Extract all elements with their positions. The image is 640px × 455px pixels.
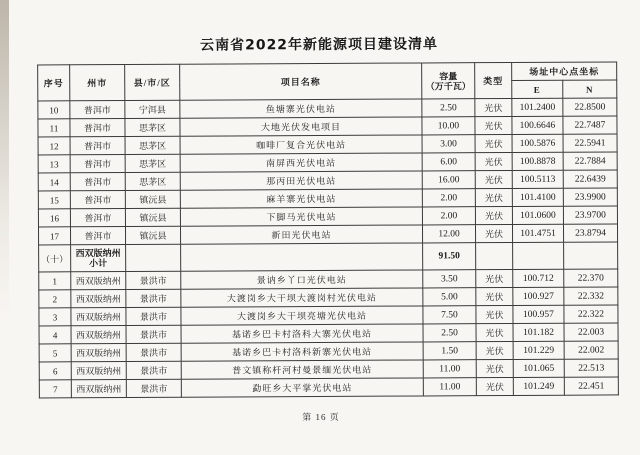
cell-no: 11 (38, 119, 70, 137)
cell-type: 光伏 (476, 359, 513, 377)
cell-city: 普洱市 (70, 173, 125, 191)
cell-county: 镇沅县 (125, 190, 180, 208)
cell-name: 鱼塘寨光伏电站 (180, 99, 422, 118)
cell-type: 光伏 (475, 98, 512, 116)
cell-city: 普洱市 (70, 227, 125, 245)
col-header-no: 序号 (38, 65, 70, 101)
cell-city: 普洱市 (70, 137, 125, 155)
col-header-type: 类型 (475, 62, 512, 98)
cell-n: 22.003 (564, 323, 618, 341)
table-body (38, 98, 619, 398)
cell-n: 23.9700 (563, 206, 617, 224)
cell-e: 101.4751 (512, 224, 563, 242)
col-header-county: 县/市/区 (125, 64, 180, 100)
cell-name: 大渡岗乡大干坝亮塘光伏电站 (181, 306, 423, 325)
cell-county: 镇沅县 (125, 208, 180, 226)
cell-name: 大地光伏发电项目 (180, 117, 422, 136)
cell-type: 光伏 (476, 377, 513, 395)
cell-city: 西双版纳州 (71, 344, 126, 362)
cell-n: 23.9900 (563, 188, 617, 206)
cell-e: 100.712 (513, 269, 564, 287)
cell-no: 13 (38, 155, 70, 173)
cell-capacity: 11.00 (423, 378, 476, 396)
cell-type: 光伏 (475, 188, 512, 206)
cell-county: 景洪市 (126, 379, 181, 397)
cell-capacity: 6.00 (422, 153, 475, 171)
cell-e: 100.5876 (512, 134, 563, 152)
cell-county: 思茅区 (125, 172, 180, 190)
cell-type: 光伏 (475, 224, 512, 242)
cell-capacity: 91.50 (423, 243, 476, 270)
cell-type: 光伏 (476, 269, 513, 287)
cell-e: 101.4100 (512, 188, 563, 206)
cell-e: 100.6646 (512, 116, 563, 134)
cell-type (476, 242, 513, 269)
cell-city: 西双版纳州 (71, 272, 126, 290)
cell-county: 宁洱县 (125, 100, 180, 118)
cell-n: 22.8500 (563, 98, 617, 116)
col-header-capacity: 容量 （万千瓦） (422, 63, 475, 99)
cell-e: 101.249 (513, 377, 564, 395)
cell-name (181, 243, 423, 271)
col-header-city: 州市 (70, 65, 125, 101)
cell-name: 普文镇称杆河村曼景缅光伏电站 (181, 360, 423, 379)
cell-capacity: 11.00 (423, 360, 476, 378)
cell-city: 普洱市 (70, 191, 125, 209)
cell-county: 景洪市 (126, 307, 181, 325)
cell-name: 勐旺乡大平掌光伏电站 (181, 378, 423, 397)
col-header-coords: 场址中心点坐标 (512, 62, 617, 81)
cell-no: 14 (38, 173, 70, 191)
cell-n: 23.8794 (563, 224, 617, 242)
cell-no: 1 (39, 272, 71, 290)
cell-no: 4 (39, 326, 71, 344)
col-header-name: 项目名称 (180, 63, 422, 100)
cell-type: 光伏 (475, 206, 512, 224)
cell-no: 16 (38, 209, 70, 227)
cell-county: 思茅区 (125, 118, 180, 136)
cell-county (126, 244, 181, 271)
table-header (38, 62, 617, 101)
cell-e: 101.182 (513, 323, 564, 341)
cell-city: 普洱市 (70, 119, 125, 137)
cell-county: 景洪市 (126, 289, 181, 307)
cell-type: 光伏 (475, 116, 512, 134)
cell-capacity: 16.00 (422, 171, 475, 189)
cell-type: 光伏 (476, 323, 513, 341)
cell-city: 西双版纳州 (71, 380, 126, 398)
cell-no: 7 (39, 380, 71, 398)
cell-name: 基诺乡巴卡村洛科新寨光伏电站 (181, 342, 423, 361)
cell-county: 思茅区 (125, 154, 180, 172)
cell-e: 101.065 (513, 359, 564, 377)
cell-city: 普洱市 (70, 209, 125, 227)
project-table (37, 61, 619, 398)
cell-capacity: 3.50 (423, 270, 476, 288)
cell-county: 景洪市 (126, 343, 181, 361)
cell-type: 光伏 (476, 305, 513, 323)
cell-type: 光伏 (476, 287, 513, 305)
cell-type: 光伏 (475, 152, 512, 170)
cell-n: 22.002 (564, 341, 618, 359)
cell-name: 咖啡厂复合光伏电站 (180, 135, 422, 154)
cell-name: 下脚马光伏电站 (180, 207, 422, 226)
cell-county: 景洪市 (126, 271, 181, 289)
cell-city: 西双版纳州 (71, 290, 126, 308)
cell-e: 100.8878 (512, 152, 563, 170)
page-number: 第 16 页 (302, 411, 340, 423)
cell-no: 6 (39, 362, 71, 380)
cell-no: 15 (38, 191, 70, 209)
cell-no: 5 (39, 344, 71, 362)
cell-capacity: 2.50 (422, 99, 475, 117)
cell-e: 100.5113 (512, 170, 563, 188)
col-header-e: E (512, 80, 563, 98)
cell-name: 景讷乡丫口光伏电站 (181, 270, 423, 289)
cell-capacity: 10.00 (422, 117, 475, 135)
cell-n: 22.513 (564, 359, 618, 377)
cell-n: 22.322 (564, 305, 618, 323)
cell-city: 普洱市 (70, 155, 125, 173)
cell-e: 101.0600 (512, 206, 563, 224)
cell-no: 17 (38, 227, 70, 245)
cell-no: 10 (38, 101, 70, 119)
cell-capacity: 12.00 (422, 225, 475, 243)
cell-n: 22.370 (564, 269, 618, 287)
cell-n: 22.7487 (563, 116, 617, 134)
cell-name: 大渡岗乡大干坝大渡岗村光伏电站 (181, 288, 423, 307)
cell-no: 12 (38, 137, 70, 155)
cell-county: 镇沅县 (125, 226, 180, 244)
cell-n: 22.332 (564, 287, 618, 305)
cell-e: 100.927 (513, 287, 564, 305)
cell-n: 22.451 (564, 377, 618, 395)
cell-e: 101.2400 (512, 98, 563, 116)
cell-name: 南屏西光伏电站 (180, 153, 422, 172)
cell-n: 22.6439 (563, 170, 617, 188)
cell-no: （十） (39, 245, 71, 272)
cell-city: 西双版纳州 (71, 326, 126, 344)
cell-name: 那丙田光伏电站 (180, 171, 422, 190)
cell-capacity: 2.00 (422, 189, 475, 207)
cell-type: 光伏 (476, 341, 513, 359)
cell-city: 西双版纳州 (71, 362, 126, 380)
cell-capacity: 3.00 (422, 135, 475, 153)
cell-e: 101.229 (513, 341, 564, 359)
cell-type: 光伏 (475, 134, 512, 152)
cell-n (564, 242, 618, 269)
cell-capacity: 5.00 (423, 288, 476, 306)
cell-city: 西双版纳州 (71, 308, 126, 326)
cell-n: 22.7884 (563, 152, 617, 170)
cell-no: 2 (39, 290, 71, 308)
cell-name: 基诺乡巴卡村洛科大寨光伏电站 (181, 324, 423, 343)
cell-capacity: 1.50 (423, 342, 476, 360)
cell-n: 22.5941 (563, 134, 617, 152)
page-title: 云南省2022年新能源项目建设清单 (200, 36, 439, 54)
cell-county: 景洪市 (126, 325, 181, 343)
table-row (39, 377, 618, 398)
cell-name: 麻羊寨光伏电站 (180, 189, 422, 208)
cell-county: 景洪市 (126, 361, 181, 379)
cell-name: 新田光伏电站 (180, 225, 422, 244)
cell-capacity: 2.00 (422, 207, 475, 225)
cell-capacity: 2.50 (423, 324, 476, 342)
cell-e (513, 242, 564, 269)
cell-city: 西双版纳州 小计 (71, 245, 126, 272)
cell-county: 思茅区 (125, 136, 180, 154)
col-header-n: N (563, 80, 617, 98)
cell-type: 光伏 (475, 170, 512, 188)
cell-capacity: 7.50 (423, 306, 476, 324)
cell-city: 普洱市 (70, 101, 125, 119)
cell-e: 100.957 (513, 305, 564, 323)
cell-no: 3 (39, 308, 71, 326)
subtotal-row (39, 242, 618, 272)
